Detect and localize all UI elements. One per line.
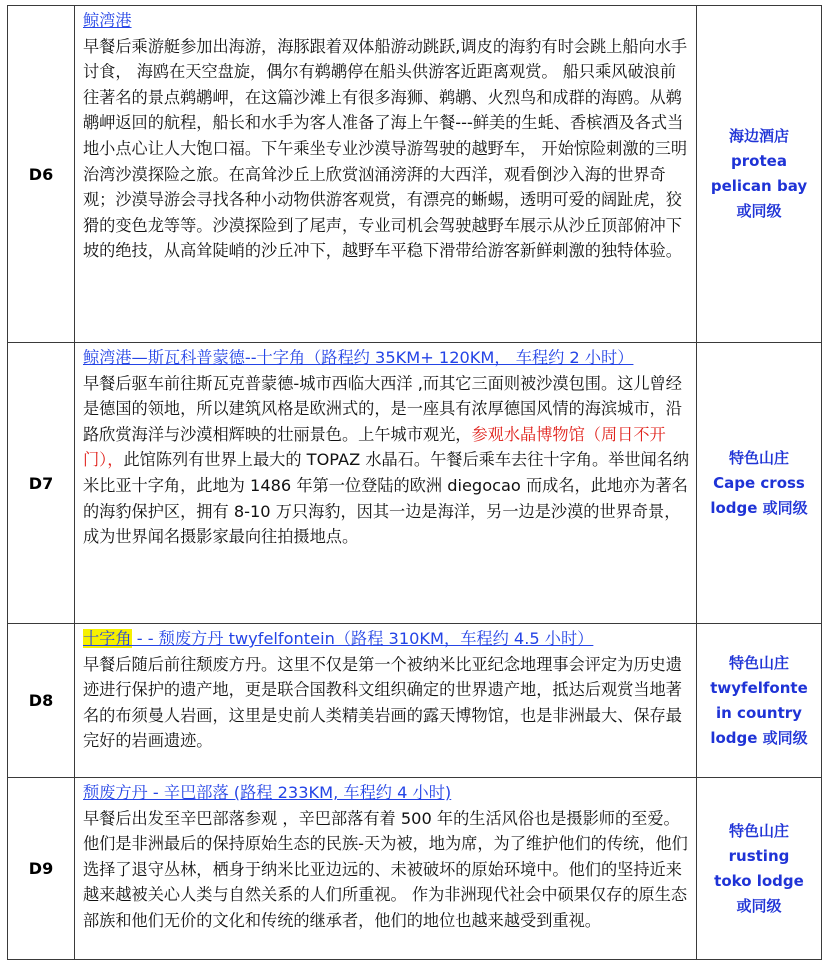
- day-label: D8: [8, 624, 75, 778]
- hotel-line: 特色山庄: [728, 448, 789, 467]
- itinerary-row-d7: [8, 343, 822, 624]
- hotel-cell: [697, 6, 822, 343]
- day-content: [75, 343, 697, 624]
- hotel-line: 或同级: [736, 202, 782, 220]
- hotel-cell: [697, 624, 822, 778]
- hotel-line: protea: [731, 152, 787, 170]
- day-description: 早餐后乘游艇参加出海游，海豚跟着双体船游动跳跃,调皮的海豹有时会跳上船向水手讨食， 海鸥在天空盘旋，偶尔有鹈鹕停在船头供游客近距离观赏。 船只乘风破浪前往著名的景点鹈鹕岬，在这篇沙滩上有很多海狮、鹈鹕、火烈鸟和成群的海鸥。从鹈鹕岬返回的航程，船长和水手为客人准备了海上午餐---鲜美的生蚝、香槟酒及各式当地小点心让人大饱口福。下午乘坐专业沙漠导游驾驶的越野车， 开始惊险刺激的三明治湾沙漠探险之旅。在高耸沙丘上欣赏汹涌滂湃的大西洋，观看倒沙入海的世界奇观；沙漠导游会寻找各种小动物供游客观赏，有漂亮的蜥蜴，透明可爱的阔趾虎，狡猾的变色龙等等。沙漠探险到了尾声，专业司机会驾驶越野车展示从沙丘顶部俯冲下坡的绝技，从高耸陡峭的沙丘冲下，越野车平稳下滑带给游客新鲜刺激的独特体验。: [83, 36, 688, 261]
- itinerary-row-d9: [8, 778, 822, 960]
- hotel-line: lodge 或同级: [710, 498, 808, 517]
- description-part: 早餐后驱车前往斯瓦克普蒙德-城市西临大西洋 ,而其它三面则被沙漠包围。这儿曾经是德国的领地，所以建筑风格是欧洲式的，是一座具有浓厚德国风情的海滨城市，沿路欣赏海洋与沙漠相辉映的壮丽景色。上午城市观光，: [83, 373, 682, 444]
- museum-note: 参观水晶博物馆（周日不开门），: [83, 424, 666, 470]
- hotel-line: 海边酒店: [728, 127, 789, 145]
- day-label: D7: [8, 343, 75, 624]
- hotel-line: in country: [716, 703, 802, 722]
- description-part: 此馆陈列有世界上最大的 TOPAZ 水晶石。午餐后乘车去往十字角。举世闻名纳米比亚十字角，此地为 1486 年第一位登陆的欧洲 diegocao 而成名，此地亦为著名的海豹保护区，拥有 8-10 万只海豹，因其一边是海洋，另一边是沙漠的世界奇景，成为世界闻名摄影家最向往拍摄地点。: [83, 450, 690, 547]
- itinerary-row-d8: [8, 624, 822, 778]
- route-title-link[interactable]: 颓废方丹 - 辛巴部落 (路程 233KM, 车程约 4 小时): [83, 783, 452, 802]
- hotel-line: Cape cross: [713, 473, 805, 492]
- hotel-line: lodge 或同级: [710, 728, 808, 747]
- day-description: [83, 371, 690, 550]
- hotel-line: pelican bay: [710, 177, 808, 195]
- day-description: 早餐后随后前往颓废方丹。这里不仅是第一个被纳米比亚纪念地理事会评定为历史遗迹进行保护的遗产地，更是联合国教科文组织确定的世界遗产地，抵达后观赏当地著名的布须曼人岩画，这里是史前人类精美岩画的露天博物馆，也是非洲最大、保存最完好的岩画遗迹。: [83, 654, 682, 751]
- hotel-cell: [697, 778, 822, 960]
- hotel-line: 特色山庄: [728, 821, 789, 840]
- hotel-line: twyfelfonte: [710, 678, 808, 697]
- hotel-cell: [697, 343, 822, 624]
- itinerary-row-d6: [8, 6, 822, 343]
- day-content: [75, 6, 697, 343]
- hotel-line: toko lodge: [714, 871, 804, 890]
- day-content: [75, 624, 697, 778]
- hotel-line: 或同级: [736, 896, 782, 915]
- route-title-link[interactable]: 鲸湾港: [83, 11, 132, 30]
- route-title-link[interactable]: [83, 626, 690, 652]
- highlighted-title: 十字角: [83, 629, 132, 648]
- hotel-line: 特色山庄: [728, 653, 789, 672]
- itinerary-table: [7, 5, 822, 960]
- day-label: D6: [8, 6, 75, 343]
- title-rest: - - 颓废方丹 twyfelfontein（路程 310KM，车程约 4.5 小时）: [131, 629, 594, 648]
- route-title-link[interactable]: 鲸湾港—斯瓦科普蒙德--十字角（路程约 35KM+ 120KM， 车程约 2 小时）: [83, 348, 634, 367]
- day-content: [75, 778, 697, 960]
- hotel-line: rusting: [728, 846, 790, 865]
- day-description: 早餐后出发至辛巴部落参观 ，辛巴部落有着 500 年的生活风俗也是摄影师的至爱。他们是非洲最后的保持原始生态的民族-天为被，地为席，为了维护他们的传统，他们选择了退守丛林，栖身于纳米比亚边远的、未被破坏的原始环境中。他们的坚持近来越来越被关心人类与自然关系的人们所重视。 作为非洲现代社会中硕果仅存的原生态部族和他们无价的文化和传统的继承者，他们的地位也越来越受到重视。: [83, 808, 688, 930]
- day-label: D9: [8, 778, 75, 960]
